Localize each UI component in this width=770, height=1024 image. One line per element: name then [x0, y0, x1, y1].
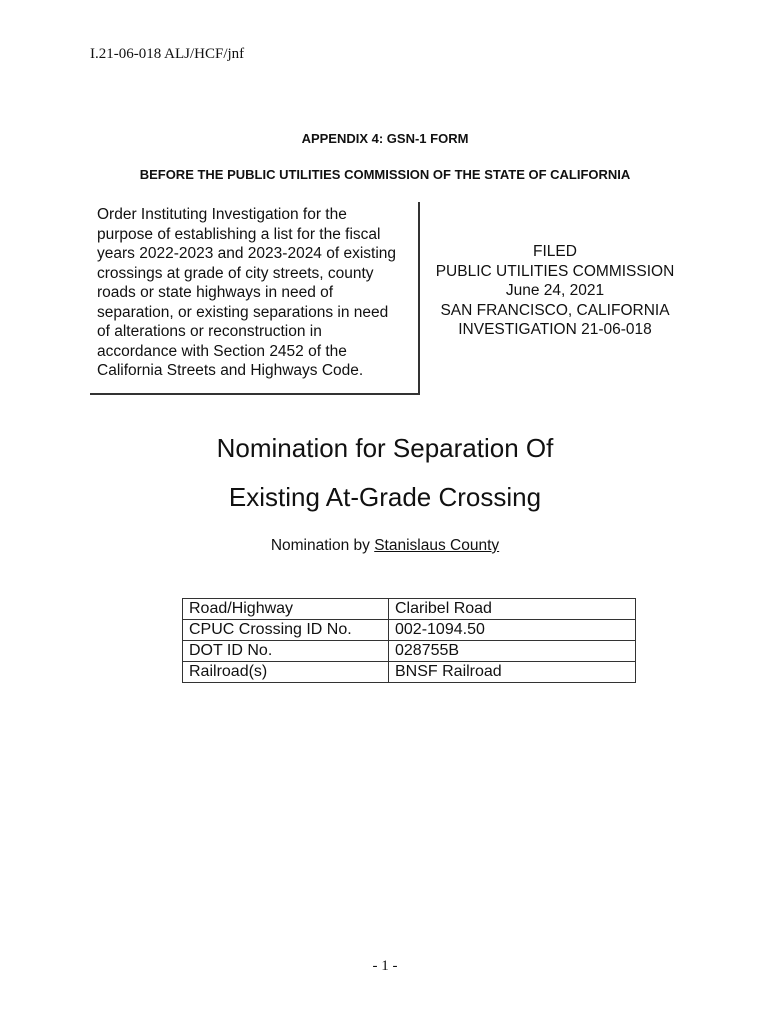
filed-stamp-line: INVESTIGATION 21-06-018	[458, 321, 652, 338]
page-number: - 1 -	[372, 958, 398, 974]
row-label: Railroad(s)	[183, 662, 389, 683]
filed-stamp-line: SAN FRANCISCO, CALIFORNIA	[440, 301, 670, 319]
caption-line: accordance with Section 2452 of the	[97, 342, 347, 360]
row-label: Road/Highway	[183, 599, 389, 620]
row-value: Claribel Road	[389, 599, 636, 620]
table-row	[183, 599, 636, 620]
table-row	[183, 620, 636, 641]
crossing-info-table	[182, 598, 636, 683]
filed-stamp-line: PUBLIC UTILITIES COMMISSION	[435, 262, 675, 280]
caption-line: years 2022-2023 and 2023-2024 of existing	[97, 245, 397, 262]
commission-heading: BEFORE THE PUBLIC UTILITIES COMMISSION OF THE STATE OF CALIFORNIA	[139, 167, 631, 182]
nomination-line	[0, 537, 770, 555]
nomination-prefix: Nomination by	[270, 537, 375, 554]
row-label: DOT ID No.	[183, 641, 389, 662]
filed-stamp-line: June 24, 2021	[505, 282, 605, 299]
caption-line: separation, or existing separations in need	[97, 303, 389, 321]
filed-stamp-line: FILED	[533, 243, 577, 260]
document-title-line-2: Existing At-Grade Crossing	[228, 482, 542, 512]
table-row	[183, 641, 636, 662]
caption-line: roads or state highways in need of	[97, 284, 334, 301]
nominating-county: Stanislaus County	[374, 537, 500, 554]
row-value: 028755B	[389, 641, 636, 662]
caption-line: purpose of establishing a list for the fiscal	[97, 225, 381, 243]
case-caption-box	[90, 202, 420, 395]
caption-line: of alterations or reconstruction in	[97, 323, 322, 340]
caption-line: Order Instituting Investigation for the	[97, 206, 347, 223]
caption-line: crossings at grade of city streets, county	[97, 264, 374, 282]
caption-line: California Streets and Highways Code.	[97, 362, 364, 379]
table-row	[183, 662, 636, 683]
docket-header: I.21-06-018 ALJ/HCF/jnf	[90, 46, 245, 62]
appendix-title: APPENDIX 4: GSN-1 FORM	[301, 131, 469, 146]
row-value: BNSF Railroad	[389, 662, 636, 683]
row-value: 002-1094.50	[389, 620, 636, 641]
case-caption-text	[97, 205, 419, 381]
filed-stamp	[420, 242, 690, 340]
document-title-line-1: Nomination for Separation Of	[216, 433, 554, 463]
row-label: CPUC Crossing ID No.	[183, 620, 389, 641]
